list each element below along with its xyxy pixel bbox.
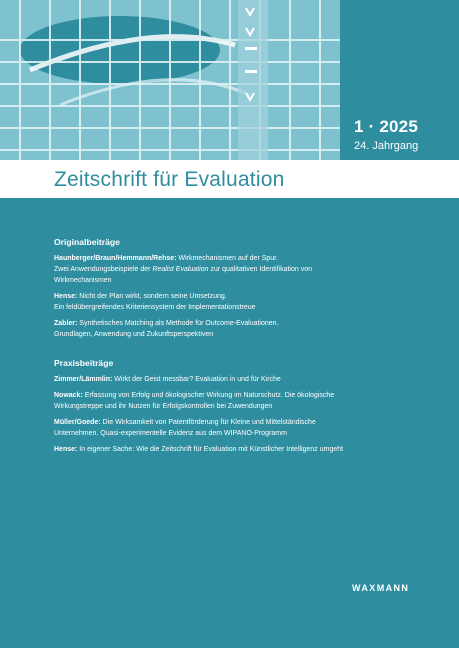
entry-subtitle: Unternehmen. Quasi-experimentelle Evidenz aus dem WIPANO-Programm [54, 430, 287, 437]
entry-subtitle-cont: zur qualitativen Identifikation von [208, 266, 312, 273]
publisher-logo: WAXMANN [352, 583, 410, 593]
toc-entry [54, 318, 414, 340]
entry-authors: Zimmer/Lämmlin: [54, 376, 113, 383]
checklist-graphic [0, 0, 340, 160]
entry-authors: Haunberger/Braun/Hemmann/Rehse: [54, 255, 177, 262]
toc-entry [54, 390, 414, 412]
entry-italic-term: Realist Evaluation [152, 266, 209, 273]
entry-authors: Müller/Goede: [54, 419, 101, 426]
entry-title: Erfassung von Erfolg und ökologischer Wirkung im Naturschutz. Die ökologische [82, 392, 335, 399]
section-heading-praxisbeitraege: Praxisbeiträge [54, 358, 114, 368]
issue-number: 1 · 2025 [354, 117, 418, 136]
table-of-contents [54, 237, 414, 460]
entry-title: Nicht der Plan wirkt, sondern seine Umsetzung. [77, 293, 227, 300]
entry-authors: Nowack: [54, 392, 83, 399]
entry-subtitle: Ein feldübergreifendes Kriteriensystem der Implementationstreue [54, 304, 256, 311]
toc-entry [54, 444, 414, 455]
entry-title: Die Wirksamkeit von Patentförderung für Kleine und Mittelständische [100, 419, 316, 426]
toc-entry [54, 291, 414, 313]
entry-title: Wirkt der Geist messbar? Evaluation in und für Kirche [112, 376, 281, 383]
issue-year: 24. Jahrgang [354, 140, 419, 152]
entry-subtitle: Zwei Anwendungsbeispiele der [54, 266, 153, 273]
entry-authors: Zabler: [54, 320, 78, 327]
toc-entry [54, 374, 414, 385]
entry-subtitle: Wirkungstreppe und ihr Nutzen für Erfolgskontrollen bei Zuwendungen [54, 403, 273, 410]
entry-title: Synthetisches Matching als Methode für Outcome-Evaluationen. [77, 320, 279, 327]
journal-title: Zeitschrift für Evaluation [54, 168, 285, 191]
entry-authors: Hense: [54, 293, 78, 300]
cover-photo [0, 0, 340, 160]
entry-authors: Hense: [54, 446, 78, 453]
section-heading-originalbeitraege: Originalbeiträge [54, 237, 120, 247]
entry-subtitle: Grundlagen, Anwendung und Zukunftsperspektiven [54, 331, 214, 338]
toc-entry [54, 253, 414, 286]
entry-title: In eigener Sache: Wie die Zeitschrift für Evaluation mit Künstlicher Intelligenz umgeht [77, 446, 344, 453]
toc-entry [54, 417, 414, 439]
entry-subtitle-end: Wirkmechanismen [54, 277, 112, 284]
entry-title: Wirkmechanismen auf der Spur. [176, 255, 279, 262]
